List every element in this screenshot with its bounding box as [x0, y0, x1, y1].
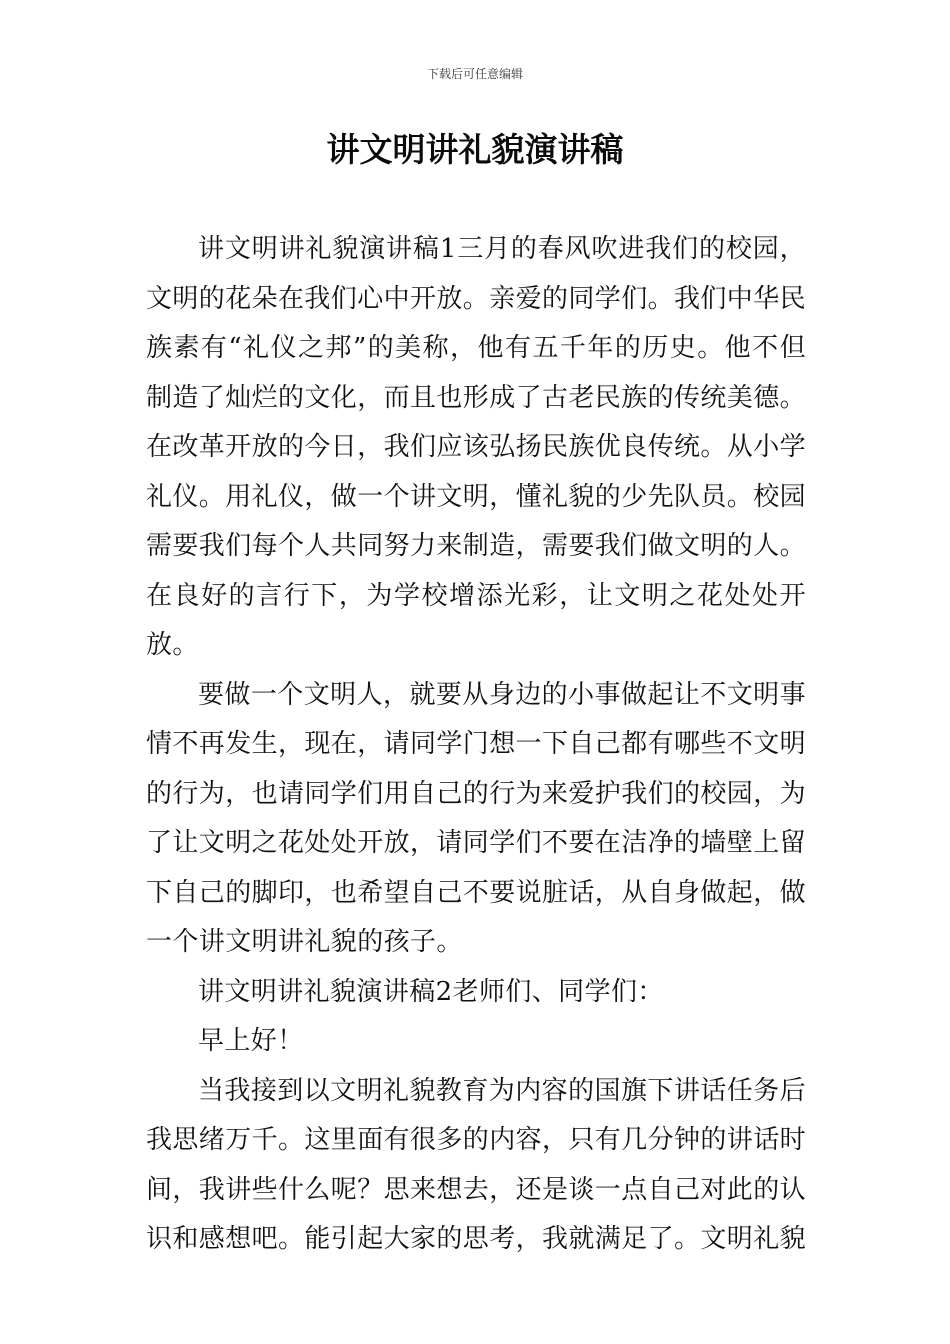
paragraph: 讲文明讲礼貌演讲稿1三月的春风吹进我们的校园，文明的花朵在我们心中开放。亲爱的同学们。我们中华民族素有“礼仪之邦”的美称，他有五千年的历史。他不但制造了灿烂的文化，而且也形成了古老民族的传统美德。在改革开放的今日，我们应该弘扬民族优良传统。从小学礼仪。用礼仪，做一个讲文明，懂礼貌的少先队员。校园需要我们每个人共同努力来制造，需要我们做文明的人。在良好的言行下，为学校增添光彩，让文明之花处处开放。 [146, 234, 807, 660]
paragraph: 讲文明讲礼貌演讲稿2老师们、同学们： [198, 976, 664, 1007]
paragraph: 要做一个文明人，就要从身边的小事做起让不文明事情不再发生，现在，请同学门想一下自己都有哪些不文明的行为，也请同学们用自己的行为来爱护我们的校园，为了让文明之花处处开放，请同学们不要在洁净的墙壁上留下自己的脚印，也希望自己不要说脏话，从自身做起，做一个讲文明讲礼貌的孩子。 [146, 679, 807, 957]
document-body [146, 225, 806, 1265]
paragraph: 早上好！ [198, 1026, 304, 1056]
document-title: 讲文明讲礼貌演讲稿 [326, 130, 624, 169]
paragraph: 当我接到以文明礼貌教育为内容的国旗下讲话任务后我思绪万千。这里面有很多的内容，只有几分钟的讲话时间，我讲些什么呢？思来想去，还是谈一点自己对此的认识和感想吧。能引起大家的思考，我就满足了。文明礼貌 [146, 1075, 807, 1254]
header-note: 下载后可任意编辑 [426, 67, 523, 81]
